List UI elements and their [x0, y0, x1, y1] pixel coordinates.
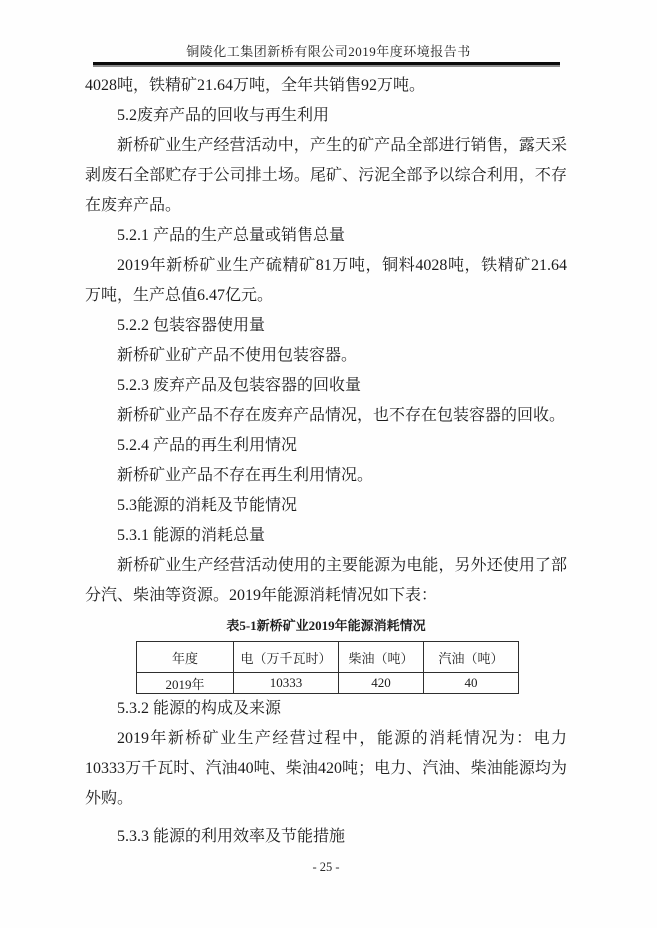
- paragraph-5-3-2: 2019年新桥矿业生产经营过程中，能源的消耗情况为：电力10333万千瓦时、汽油40吨、柴油420吨；电力、汽油、柴油能源均为外购。: [85, 730, 567, 807]
- section-heading-5-2-4: 5.2.4 产品的再生利用情况: [117, 437, 298, 454]
- paragraph-5-2-1: 2019年新桥矿业生产硫精矿81万吨，铜料4028吨，铁精矿21.64万吨，生产总值6.47亿元。: [85, 257, 567, 304]
- table-header-electricity: 电（万千瓦时）: [234, 642, 339, 673]
- section-heading-5-2-3: 5.2.3 废弃产品及包装容器的回收量: [117, 377, 362, 394]
- table-cell-gasoline: 40: [424, 673, 519, 694]
- table-data-row: [137, 673, 519, 694]
- section-heading-5-2-2: 5.2.2 包装容器使用量: [117, 317, 266, 334]
- page-number: - 25 -: [312, 860, 340, 874]
- table-title: 表5-1新桥矿业2019年能源消耗情况: [226, 618, 426, 633]
- table-header-year: 年度: [137, 642, 234, 673]
- paragraph-5-2-3: 新桥矿业产品不存在废弃产品情况，也不存在包装容器的回收。: [117, 407, 566, 424]
- paragraph-5-2-4: 新桥矿业产品不存在再生利用情况。: [117, 467, 374, 484]
- paragraph-5-3-1: 新桥矿业生产经营活动使用的主要能源为电能，另外还使用了部分汽、柴油等资源。2019年能源消耗情况如下表：: [85, 557, 567, 604]
- paragraph-5-2-intro: 新桥矿业生产经营活动中，产生的矿产品全部进行销售，露天采剥废石全部贮存于公司排土场。尾矿、污泥全部予以综合利用，不存在废弃产品。: [85, 137, 567, 214]
- document-body: [85, 71, 567, 852]
- header-rule: [93, 62, 560, 67]
- paragraph-5-2-2: 新桥矿业矿产品不使用包装容器。: [117, 347, 358, 364]
- table-cell-diesel: 420: [339, 673, 424, 694]
- section-heading-5-2: 5.2废弃产品的回收与再生利用: [117, 107, 330, 124]
- section-heading-5-3: 5.3能源的消耗及节能情况: [117, 497, 298, 514]
- table-header-diesel: 柴油（吨）: [339, 642, 424, 673]
- section-heading-5-3-1: 5.3.1 能源的消耗总量: [117, 527, 266, 544]
- energy-consumption-table: [136, 641, 519, 694]
- table-cell-electricity: 10333: [234, 673, 339, 694]
- page-header-title: 铜陵化工集团新桥有限公司2019年度环境报告书: [186, 44, 471, 59]
- table-header-row: [137, 642, 519, 673]
- paragraph-carryover: 4028吨，铁精矿21.64万吨，全年共销售92万吨。: [85, 77, 426, 94]
- table-cell-year: 2019年: [137, 673, 234, 694]
- table-header-gasoline: 汽油（吨）: [424, 642, 519, 673]
- section-heading-5-3-3: 5.3.3 能源的利用效率及节能措施: [117, 828, 346, 845]
- section-heading-5-3-2: 5.3.2 能源的构成及来源: [117, 700, 282, 717]
- section-heading-5-2-1: 5.2.1 产品的生产总量或销售总量: [117, 227, 346, 244]
